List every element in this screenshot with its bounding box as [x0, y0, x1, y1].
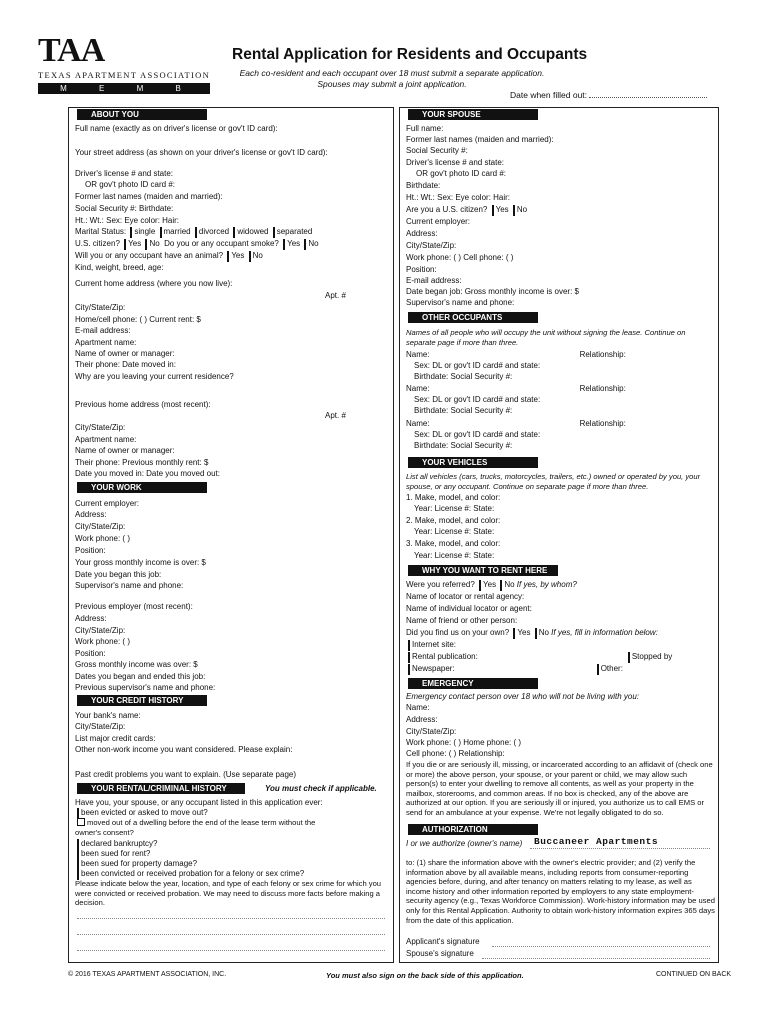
emergency-row[interactable]: Work phone: ( ) Home phone: ( ) — [406, 738, 522, 747]
work-row[interactable]: Dates you began and ended this job: — [75, 672, 206, 681]
marital-option: married — [163, 227, 191, 236]
referred-no-checkbox[interactable] — [500, 580, 502, 591]
work-row[interactable]: Work phone: ( ) — [75, 534, 130, 543]
subtitle-line-2: Spouses may submit a joint application. — [317, 79, 467, 89]
marital-option: single — [134, 227, 156, 236]
other-checkbox[interactable] — [597, 664, 599, 675]
spouse-row[interactable]: City/State/Zip: — [406, 241, 457, 250]
emergency-row[interactable]: Name: — [406, 703, 430, 712]
spouse-row[interactable]: Social Security #: — [406, 146, 468, 155]
left-panel — [68, 107, 394, 963]
footer-center: You must also sign on the back side of this application. — [326, 971, 524, 980]
occupant-1-sex-row[interactable]: Sex: DL or gov't ID card# and state: — [414, 361, 541, 370]
occupant-3-name-row[interactable] — [406, 419, 712, 429]
work-row[interactable]: Position: — [75, 546, 106, 555]
spouse-row[interactable]: Position: — [406, 265, 437, 274]
spouse-row[interactable]: Supervisor's name and phone: — [406, 298, 515, 307]
no-label: No — [538, 628, 549, 637]
your-spouse-header: YOUR SPOUSE — [408, 109, 538, 120]
smoke-label: Do you or any occupant smoke? — [164, 239, 279, 248]
spouse-row[interactable]: OR gov't photo ID card #: — [416, 169, 507, 178]
spouse-row[interactable]: Former last names (maiden and married): — [406, 135, 554, 144]
rental-item-label: been sued for rent? — [81, 849, 151, 858]
spouse-row[interactable]: Current employer: — [406, 217, 471, 226]
rental-intro: Have you, your spouse, or any occupant listed in this application ever: — [75, 798, 323, 807]
occupant-2-sex-row[interactable]: Sex: DL or gov't ID card# and state: — [414, 395, 541, 404]
yes-label: Yes — [517, 628, 531, 637]
why-rent-header: WHY YOU WANT TO RENT HERE — [408, 565, 558, 576]
work-row[interactable]: Gross monthly income was over: $ — [75, 660, 198, 669]
about-row[interactable]: Kind, weight, breed, age: — [75, 263, 164, 272]
other-label: Other: — [600, 664, 623, 673]
citizen-yes-checkbox[interactable] — [124, 239, 126, 250]
credit-row[interactable]: Other non-work income you want considered. Please explain: — [75, 745, 293, 754]
publication-checkbox[interactable] — [408, 652, 410, 663]
vehicle-year-row[interactable]: Year: License #: State: — [414, 551, 495, 560]
newspaper-row[interactable] — [406, 664, 712, 675]
publication-row[interactable] — [406, 652, 712, 663]
vehicle-row[interactable]: 1. Make, model, and color: — [406, 493, 501, 502]
occupant-1-birth-row[interactable]: Birthdate: Social Security #: — [414, 372, 513, 381]
citizen-no-checkbox[interactable] — [145, 239, 147, 250]
widowed-checkbox[interactable] — [233, 227, 235, 238]
occupants-intro: Names of all people who will occupy the unit without signing the lease. Continue on separate page if more than three. — [406, 328, 686, 347]
work-row[interactable]: City/State/Zip: — [75, 626, 126, 635]
about-row[interactable]: Their phone: Previous monthly rent: $ — [75, 458, 209, 467]
rental-item[interactable] — [75, 818, 335, 837]
about-row[interactable]: Former last names (maiden and married): — [75, 192, 223, 201]
occupant-2-name-row[interactable] — [406, 384, 712, 394]
about-row[interactable]: City/State/Zip: — [75, 303, 126, 312]
occupant-3-sex-row[interactable]: Sex: DL or gov't ID card# and state: — [414, 430, 541, 439]
internet-label: Internet site: — [412, 640, 457, 649]
spouse-row[interactable]: E-mail address: — [406, 276, 462, 285]
why-rent-row[interactable]: Name of friend or other person: — [406, 616, 518, 625]
married-checkbox[interactable] — [160, 227, 162, 238]
no-label: No — [149, 239, 160, 248]
credit-row[interactable]: Your bank's name: — [75, 711, 141, 720]
about-row[interactable]: Name of owner or manager: — [75, 446, 175, 455]
occupant-name-label: Name: — [406, 419, 430, 428]
about-row[interactable]: Date you moved in: Date you moved out: — [75, 469, 220, 478]
internet-checkbox[interactable] — [408, 640, 410, 651]
apt-label[interactable]: Apt. # — [325, 411, 346, 420]
spouse-row[interactable]: Address: — [406, 229, 438, 238]
separated-checkbox[interactable] — [273, 227, 275, 238]
smoke-no-checkbox[interactable] — [304, 239, 306, 250]
work-row[interactable]: City/State/Zip: — [75, 522, 126, 531]
occupant-3-birth-row[interactable]: Birthdate: Social Security #: — [414, 441, 513, 450]
vehicle-year-row[interactable]: Year: License #: State: — [414, 504, 495, 513]
write-line[interactable] — [77, 950, 385, 951]
found-own-row[interactable] — [406, 628, 712, 639]
page-subtitle — [222, 68, 562, 90]
marital-option: widowed — [237, 227, 269, 236]
vehicle-row[interactable]: 3. Make, model, and color: — [406, 539, 501, 548]
date-filled-label: Date when filled out: — [510, 90, 588, 100]
no-label: No — [252, 251, 263, 260]
spouse-signature-line[interactable] — [482, 958, 710, 959]
footer-continued: CONTINUED ON BACK — [656, 971, 732, 978]
about-row[interactable]: Your street address (as shown on your driver's license or gov't ID card): — [75, 148, 328, 157]
work-row[interactable]: Address: — [75, 510, 107, 519]
your-work-header: YOUR WORK — [77, 482, 207, 493]
about-row[interactable]: Home/cell phone: ( ) Current rent: $ — [75, 315, 201, 324]
authorization-header: AUTHORIZATION — [408, 824, 538, 835]
date-filled-line[interactable] — [589, 89, 707, 98]
spouse-row[interactable]: Full name: — [406, 124, 444, 133]
write-line[interactable] — [77, 918, 385, 919]
spouse-row[interactable]: Driver's license # and state: — [406, 158, 505, 167]
about-row[interactable]: Apartment name: — [75, 338, 137, 347]
rental-explain: Please indicate below the year, location, and type of each felony or sex crime for which you were convicted or received probation. We may need to discuss more facts before making a decision. — [75, 879, 382, 908]
animal-no-checkbox[interactable] — [249, 251, 251, 262]
about-row[interactable]: Name of owner or manager: — [75, 349, 175, 358]
spouse-citizen-row[interactable] — [406, 205, 712, 216]
about-row[interactable]: Social Security #: Birthdate: — [75, 204, 174, 213]
no-label: No — [516, 205, 528, 214]
no-label: No — [308, 239, 319, 248]
applicant-signature-line[interactable] — [492, 946, 710, 947]
citizen-label: U.S. citizen? — [75, 239, 120, 248]
why-rent-row[interactable]: Name of individual locator or agent: — [406, 604, 532, 613]
work-row[interactable]: Position: — [75, 649, 106, 658]
work-row[interactable]: Date you began this job: — [75, 570, 162, 579]
credit-row[interactable]: List major credit cards: — [75, 734, 156, 743]
animal-yes-checkbox[interactable] — [227, 251, 229, 262]
emergency-row[interactable]: Cell phone: ( ) Relationship: — [406, 749, 505, 758]
yes-label: Yes — [128, 239, 142, 248]
rental-item-label: declared bankruptcy? — [81, 839, 158, 848]
work-row[interactable]: Work phone: ( ) — [75, 637, 130, 646]
about-row[interactable]: OR gov't photo ID card #: — [85, 180, 176, 189]
found-own-label: Did you find us on your own? — [406, 628, 510, 637]
rental-item-label: moved out of a dwelling before the end of the lease term without the owner's consent? — [75, 818, 316, 837]
right-panel — [399, 107, 719, 963]
work-row[interactable]: Previous supervisor's name and phone: — [75, 683, 216, 692]
emergency-header: EMERGENCY — [408, 678, 538, 689]
vehicles-header: YOUR VEHICLES — [408, 457, 538, 468]
citizen-smoke-row[interactable] — [75, 239, 387, 250]
no-label: No — [504, 580, 515, 589]
member-banner: M E M B E R — [38, 83, 210, 94]
marital-option: divorced — [198, 227, 230, 236]
rental-item-label: been sued for property damage? — [81, 859, 198, 868]
work-row[interactable]: Current employer: — [75, 499, 140, 508]
spouse-row[interactable]: Date began job: Gross monthly income is over: $ — [406, 287, 579, 296]
marital-label: Marital Status: — [75, 227, 127, 236]
about-row[interactable]: Current home address (where you now live): — [75, 279, 233, 288]
referred-label: Were you referred? — [406, 580, 475, 589]
work-row[interactable]: Address: — [75, 614, 107, 623]
rental-item-label: been convicted or received probation for a felony or sex crime? — [81, 869, 305, 878]
animal-label: Will you or any occupant have an animal? — [75, 251, 224, 260]
spouse-citizen-label: Are you a U.S. citizen? — [406, 205, 488, 214]
other-occupants-header: OTHER OCCUPANTS — [408, 312, 538, 323]
emergency-intro: Emergency contact person over 18 who will not be living with you: — [406, 692, 640, 701]
divorced-checkbox[interactable] — [195, 227, 197, 238]
footer-copyright: © 2016 TEXAS APARTMENT ASSOCIATION, INC. — [68, 971, 227, 978]
date-filled-field[interactable] — [510, 89, 707, 100]
marital-status-row[interactable] — [75, 227, 387, 238]
write-line[interactable] — [77, 934, 385, 935]
spouse-citizen-no-checkbox[interactable] — [513, 205, 515, 216]
credit-row[interactable]: Past credit problems you want to explain. (Use separate page) — [75, 770, 297, 779]
authorization-paragraph: to: (1) share the information above with the owner's electric provider; and (2) verify the information above by all available means, including reports from consumer-reporting agencies before, during, and after tenancy on matters relating to my lease, as well as income history and other information reported by employers to any state employment-security agency (e.g., Texas Workforce Commission). Work-history information may be used only for this Rental Application. Authority to obtain work-history information expires 365 days from the date of this application. — [406, 858, 715, 925]
newspaper-checkbox[interactable] — [408, 664, 410, 675]
animal-row[interactable] — [75, 251, 387, 262]
about-row[interactable]: Ht.: Wt.: Sex: Eye color: Hair: — [75, 216, 180, 225]
owner-label: I or we authorize (owner's name) — [406, 839, 523, 848]
about-you-header: ABOUT YOU — [77, 109, 207, 120]
found-no-checkbox[interactable] — [535, 628, 537, 639]
stopped-by-label: Stopped by — [631, 652, 673, 661]
newspaper-label: Newspaper: — [412, 664, 455, 673]
vehicle-year-row[interactable]: Year: License #: State: — [414, 527, 495, 536]
rental-criminal-header: YOUR RENTAL/CRIMINAL HISTORY — [77, 783, 245, 794]
relationship-label: Relationship: — [579, 419, 626, 428]
found-note: If yes, fill in information below: — [551, 628, 658, 637]
referred-yes-checkbox[interactable] — [479, 580, 481, 591]
owner-name-value[interactable]: Buccaneer Apartments — [534, 836, 659, 847]
occupant-1-name-row[interactable] — [406, 350, 712, 360]
internet-row[interactable] — [406, 640, 712, 651]
apt-label[interactable]: Apt. # — [325, 291, 346, 300]
rental-criminal-note: You must check if applicable. — [265, 784, 377, 793]
occupant-name-label: Name: — [406, 350, 430, 359]
yes-label: Yes — [495, 205, 509, 214]
publication-label: Rental publication: — [412, 652, 478, 661]
stopped-by-checkbox[interactable] — [628, 652, 630, 663]
about-row[interactable]: Full name (exactly as on driver's license or gov't ID card): — [75, 124, 278, 133]
work-row[interactable]: Previous employer (most recent): — [75, 602, 193, 611]
about-row[interactable]: Their phone: Date moved in: — [75, 360, 176, 369]
spouse-row[interactable]: Birthdate: — [406, 181, 441, 190]
yes-label: Yes — [231, 251, 245, 260]
about-row[interactable]: Previous home address (most recent): — [75, 400, 211, 409]
taa-logo — [38, 32, 218, 104]
occupant-2-birth-row[interactable]: Birthdate: Social Security #: — [414, 406, 513, 415]
emergency-row[interactable]: City/State/Zip: — [406, 727, 457, 736]
about-row[interactable]: Apartment name: — [75, 435, 137, 444]
vehicle-row[interactable]: 2. Make, model, and color: — [406, 516, 501, 525]
work-row[interactable]: Supervisor's name and phone: — [75, 581, 184, 590]
about-row[interactable]: Why are you leaving your current residence? — [75, 372, 234, 381]
work-row[interactable]: Your gross monthly income is over: $ — [75, 558, 206, 567]
about-row[interactable]: City/State/Zip: — [75, 423, 126, 432]
referred-note: If yes, by whom? — [516, 580, 577, 589]
subtitle-line-1: Each co-resident and each occupant over 18 must submit a separate application. — [239, 68, 545, 78]
spouse-signature-row[interactable]: Spouse's signature — [406, 949, 474, 958]
about-row[interactable]: E-mail address: — [75, 326, 131, 335]
marital-option: separated — [276, 227, 313, 236]
vehicles-intro: List all vehicles (cars, trucks, motorcycles, trailers, etc.) owned or operated by you, your spouse, or any occupant. Continue on separate page if more than three. — [406, 472, 701, 491]
logo-mark: TAA — [38, 32, 105, 69]
referred-row[interactable] — [406, 580, 712, 591]
why-rent-row[interactable]: Name of locator or rental agency: — [406, 592, 525, 601]
spouse-row[interactable]: Ht.: Wt.: Sex: Eye color: Hair: — [406, 193, 511, 202]
relationship-label: Relationship: — [579, 384, 626, 393]
yes-label: Yes — [287, 239, 301, 248]
found-yes-checkbox[interactable] — [513, 628, 515, 639]
moved-out-checkbox[interactable] — [77, 818, 85, 826]
occupant-name-label: Name: — [406, 384, 430, 393]
owner-name-line[interactable] — [530, 848, 710, 849]
org-name: TEXAS APARTMENT ASSOCIATION — [38, 70, 211, 80]
emergency-row[interactable]: Address: — [406, 715, 438, 724]
emergency-paragraph: If you die or are seriously ill, missing, or incarcerated according to an affidavit of (check one or more) the above person, your spouse, or your parent or child, we may allow such person(s) to enter your dwelling to remove all contents, as well as your property in the mailbox, storerooms, and common areas. If no box is checked, any of the above are authorized at our option. If you are seriously ill or injured, you authorize us to call EMS or send for an ambulance at your expense. We're not legally obligated to do so. — [406, 760, 713, 817]
spouse-citizen-yes-checkbox[interactable] — [492, 205, 494, 216]
applicant-signature-row[interactable]: Applicant's signature — [406, 937, 480, 946]
rental-item-label: been evicted or asked to move out? — [81, 808, 208, 817]
credit-row[interactable]: City/State/Zip: — [75, 722, 126, 731]
relationship-label: Relationship: — [579, 350, 626, 359]
page-title: Rental Application for Residents and Occupants — [232, 46, 588, 63]
single-checkbox[interactable] — [130, 227, 132, 238]
about-row[interactable]: Driver's license # and state: — [75, 169, 174, 178]
smoke-yes-checkbox[interactable] — [283, 239, 285, 250]
yes-label: Yes — [483, 580, 497, 589]
credit-history-header: YOUR CREDIT HISTORY — [77, 695, 207, 706]
spouse-row[interactable]: Work phone: ( ) Cell phone: ( ) — [406, 253, 514, 262]
